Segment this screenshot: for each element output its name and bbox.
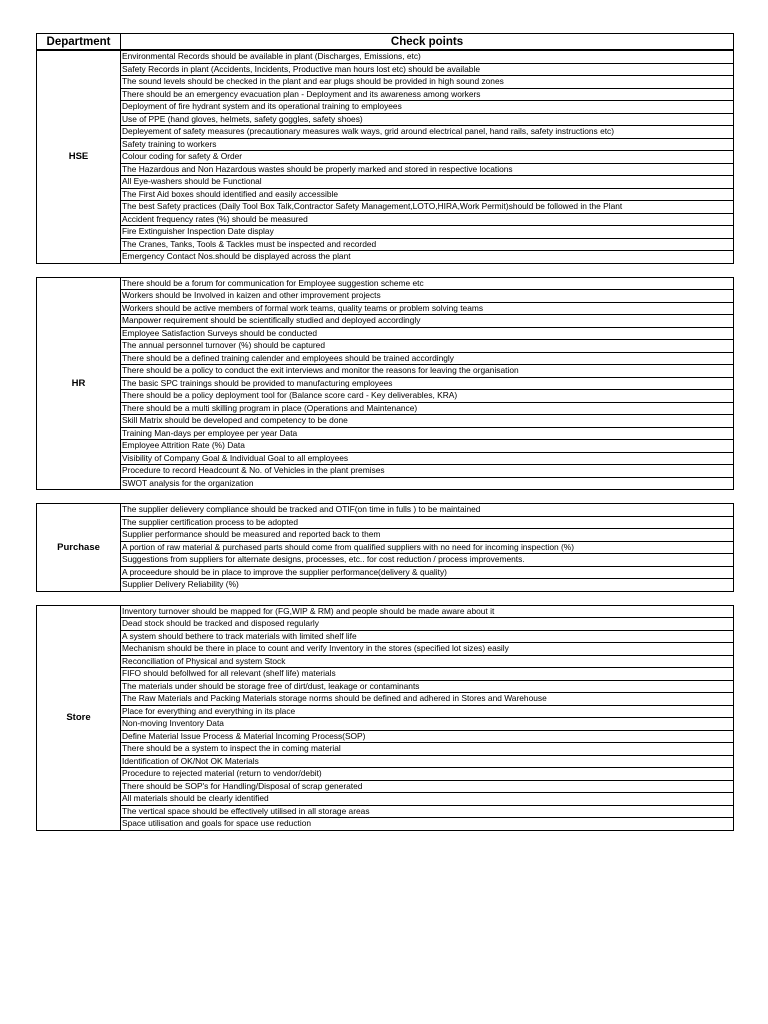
table-row bbox=[37, 655, 734, 668]
checkpoint-cell: Depleyement of safety measures (precautionary measures walk ways, grid around electrical panel, hand rails, safety instructions etc) bbox=[121, 126, 734, 139]
checkpoint-cell: The First Aid boxes should identified and easily accessible bbox=[121, 188, 734, 201]
table-row bbox=[37, 427, 734, 440]
checkpoint-cell: There should be a forum for communication for Employee suggestion scheme etc bbox=[121, 277, 734, 290]
table-row bbox=[37, 163, 734, 176]
table-row bbox=[37, 566, 734, 579]
table-row bbox=[37, 277, 734, 290]
checkpoint-cell: Workers should be Involved in kaizen and other improvement projects bbox=[121, 290, 734, 303]
checkpoint-cell: A system should bethere to track materials with limited shelf life bbox=[121, 630, 734, 643]
table-row bbox=[37, 452, 734, 465]
section-gap bbox=[36, 592, 733, 605]
table-row bbox=[37, 643, 734, 656]
sections-container bbox=[36, 50, 733, 831]
table-row bbox=[37, 188, 734, 201]
table-row bbox=[37, 226, 734, 239]
section-table-hse bbox=[36, 50, 734, 264]
table-row bbox=[37, 365, 734, 378]
checkpoint-cell: Manpower requirement should be scientifically studied and deployed accordingly bbox=[121, 315, 734, 328]
department-header: Department bbox=[37, 34, 121, 50]
table-row bbox=[37, 554, 734, 567]
checklist-sheet bbox=[36, 33, 733, 831]
department-cell: HR bbox=[37, 277, 121, 490]
checkpoint-cell: Visibility of Company Goal & Individual Goal to all employees bbox=[121, 452, 734, 465]
table-row bbox=[37, 402, 734, 415]
table-row bbox=[37, 390, 734, 403]
table-row bbox=[37, 668, 734, 681]
table-row bbox=[37, 755, 734, 768]
checkpoint-cell: All Eye-washers should be Functional bbox=[121, 176, 734, 189]
section-gap bbox=[36, 490, 733, 503]
section-table-hr bbox=[36, 277, 734, 491]
checkpoint-cell: A portion of raw material & purchased parts should come from qualified suppliers with no need for incoming inspection (%) bbox=[121, 541, 734, 554]
checkpoint-cell: Emergency Contact Nos.should be displayed across the plant bbox=[121, 251, 734, 264]
table-row bbox=[37, 238, 734, 251]
checkpoint-cell: All materials should be clearly identified bbox=[121, 793, 734, 806]
table-row bbox=[37, 718, 734, 731]
department-cell: HSE bbox=[37, 51, 121, 264]
checkpoint-cell: FIFO should befollwed for all relevant (shelf life) materials bbox=[121, 668, 734, 681]
checkpoint-cell: The materials under should be storage free of dirt/dust, leakage or contaminants bbox=[121, 680, 734, 693]
table-row bbox=[37, 440, 734, 453]
checkpoint-cell: Reconciliation of Physical and system Stock bbox=[121, 655, 734, 668]
table-row bbox=[37, 630, 734, 643]
checkpoint-cell: There should be a policy to conduct the exit interviews and monitor the reasons for leaving the organisation bbox=[121, 365, 734, 378]
checkpoint-cell: The supplier delievery compliance should be tracked and OTIF(on time in fulls ) to be maintained bbox=[121, 504, 734, 517]
table-row bbox=[37, 151, 734, 164]
checkpoint-cell: Supplier Delivery Reliability (%) bbox=[121, 579, 734, 592]
checkpoint-cell: Procedure to record Headcount & No. of Vehicles in the plant premises bbox=[121, 465, 734, 478]
table-row bbox=[37, 201, 734, 214]
table-row bbox=[37, 504, 734, 517]
table-row bbox=[37, 213, 734, 226]
table-row bbox=[37, 768, 734, 781]
table-row bbox=[37, 618, 734, 631]
department-cell: Purchase bbox=[37, 504, 121, 592]
table-row bbox=[37, 290, 734, 303]
table-row bbox=[37, 63, 734, 76]
section-table-store bbox=[36, 605, 734, 831]
table-row bbox=[37, 730, 734, 743]
checkpoint-cell: There should be a multi skilling program in place (Operations and Maintenance) bbox=[121, 402, 734, 415]
table-row bbox=[37, 516, 734, 529]
department-cell: Store bbox=[37, 605, 121, 830]
checkpoint-cell: The basic SPC trainings should be provided to manufacturing employees bbox=[121, 377, 734, 390]
table-row bbox=[37, 579, 734, 592]
table-row bbox=[37, 541, 734, 554]
checkpoint-cell: Mechanism should be there in place to count and verify Inventory in the stores (specified lot sizes) easily bbox=[121, 643, 734, 656]
checkpoints-header: Check points bbox=[121, 34, 734, 50]
table-row bbox=[37, 415, 734, 428]
checkpoint-cell: The best Safety practices (Daily Tool Box Talk,Contractor Safety Management,LOTO,HIRA,Work Permit)should be followed in the Plant bbox=[121, 201, 734, 214]
table-row bbox=[37, 743, 734, 756]
table-row bbox=[37, 51, 734, 64]
checkpoint-cell: Fire Extinguisher Inspection Date display bbox=[121, 226, 734, 239]
table-row bbox=[37, 793, 734, 806]
table-row bbox=[37, 327, 734, 340]
checkpoint-cell: Use of PPE (hand gloves, helmets, safety goggles, safety shoes) bbox=[121, 113, 734, 126]
checkpoint-cell: The sound levels should be checked in the plant and ear plugs should be provided in high sound zones bbox=[121, 76, 734, 89]
checkpoint-cell: Procedure to rejected material (return to vendor/debit) bbox=[121, 768, 734, 781]
table-row bbox=[37, 251, 734, 264]
table-row bbox=[37, 113, 734, 126]
table-row bbox=[37, 76, 734, 89]
table-row bbox=[37, 377, 734, 390]
table-row bbox=[37, 780, 734, 793]
checkpoint-cell: The Cranes, Tanks, Tools & Tackles must be inspected and recorded bbox=[121, 238, 734, 251]
checkpoint-cell: The Raw Materials and Packing Materials storage norms should be defined and adhered in Stores and Warehouse bbox=[121, 693, 734, 706]
table-row bbox=[37, 88, 734, 101]
checkpoint-cell: Employee Attrition Rate (%) Data bbox=[121, 440, 734, 453]
checkpoint-cell: There should be a system to inspect the in coming material bbox=[121, 743, 734, 756]
checkpoint-cell: Skill Matrix should be developed and competency to be done bbox=[121, 415, 734, 428]
table-row bbox=[37, 176, 734, 189]
checkpoint-cell: Colour coding for safety & Order bbox=[121, 151, 734, 164]
checkpoint-cell: Environmental Records should be available in plant (Discharges, Emissions, etc) bbox=[121, 51, 734, 64]
table-row bbox=[37, 605, 734, 618]
checkpoint-cell: The vertical space should be effectively utilised in all storage areas bbox=[121, 805, 734, 818]
header-table bbox=[36, 33, 734, 50]
checkpoint-cell: Inventory turnover should be mapped for (FG,WIP & RM) and people should be made aware about it bbox=[121, 605, 734, 618]
table-row bbox=[37, 315, 734, 328]
checkpoint-cell: There should be a defined training calender and employees should be trained accordingly bbox=[121, 352, 734, 365]
checkpoint-cell: Deployment of fire hydrant system and its operational training to employees bbox=[121, 101, 734, 114]
table-row bbox=[37, 693, 734, 706]
checkpoint-cell: A proceedure should be in place to improve the supplier performance(delivery & quality) bbox=[121, 566, 734, 579]
table-row bbox=[37, 477, 734, 490]
checkpoint-cell: The Hazardous and Non Hazardous wastes should be properly marked and stored in respective locations bbox=[121, 163, 734, 176]
checkpoint-cell: Employee Satisfaction Surveys should be conducted bbox=[121, 327, 734, 340]
checkpoint-cell: Dead stock should be tracked and disposed regularly bbox=[121, 618, 734, 631]
table-row bbox=[37, 101, 734, 114]
section-gap bbox=[36, 264, 733, 277]
checkpoint-cell: Space utilisation and goals for space use reduction bbox=[121, 818, 734, 831]
table-row bbox=[37, 302, 734, 315]
table-row bbox=[37, 705, 734, 718]
header-row bbox=[37, 34, 734, 50]
table-row bbox=[37, 340, 734, 353]
table-row bbox=[37, 805, 734, 818]
table-row bbox=[37, 126, 734, 139]
checkpoint-cell: There should be an emergency evacuation plan - Deployment and its awareness among workers bbox=[121, 88, 734, 101]
table-row bbox=[37, 138, 734, 151]
checkpoint-cell: There should be a policy deployment tool for (Balance score card - Key deliverables, KRA) bbox=[121, 390, 734, 403]
checkpoint-cell: Accident frequency rates (%) should be measured bbox=[121, 213, 734, 226]
table-row bbox=[37, 818, 734, 831]
checkpoint-cell: Safety Records in plant (Accidents, Incidents, Productive man hours lost etc) should be available bbox=[121, 63, 734, 76]
checkpoint-cell: There should be SOP's for Handling/Disposal of scrap generated bbox=[121, 780, 734, 793]
checkpoint-cell: The supplier certification process to be adopted bbox=[121, 516, 734, 529]
checkpoint-cell: Supplier performance should be measured and reported back to them bbox=[121, 529, 734, 542]
checkpoint-cell: Identification of OK/Not OK Materials bbox=[121, 755, 734, 768]
table-row bbox=[37, 352, 734, 365]
checkpoint-cell: Safety training to workers bbox=[121, 138, 734, 151]
section-table-purchase bbox=[36, 503, 734, 592]
checkpoint-cell: Place for everything and everything in its place bbox=[121, 705, 734, 718]
checkpoint-cell: Suggestions from suppliers for alternate designs, processes, etc.. for cost reduction / process improvements. bbox=[121, 554, 734, 567]
table-row bbox=[37, 465, 734, 478]
checkpoint-cell: SWOT analysis for the organization bbox=[121, 477, 734, 490]
checkpoint-cell: Non-moving Inventory Data bbox=[121, 718, 734, 731]
checkpoint-cell: Define Material Issue Process & Material Incoming Process(SOP) bbox=[121, 730, 734, 743]
checkpoint-cell: Training Man-days per employee per year Data bbox=[121, 427, 734, 440]
table-row bbox=[37, 529, 734, 542]
checkpoint-cell: The annual personnel turnover (%) should be captured bbox=[121, 340, 734, 353]
checkpoint-cell: Workers should be active members of formal work teams, quality teams or problem solving teams bbox=[121, 302, 734, 315]
table-row bbox=[37, 680, 734, 693]
